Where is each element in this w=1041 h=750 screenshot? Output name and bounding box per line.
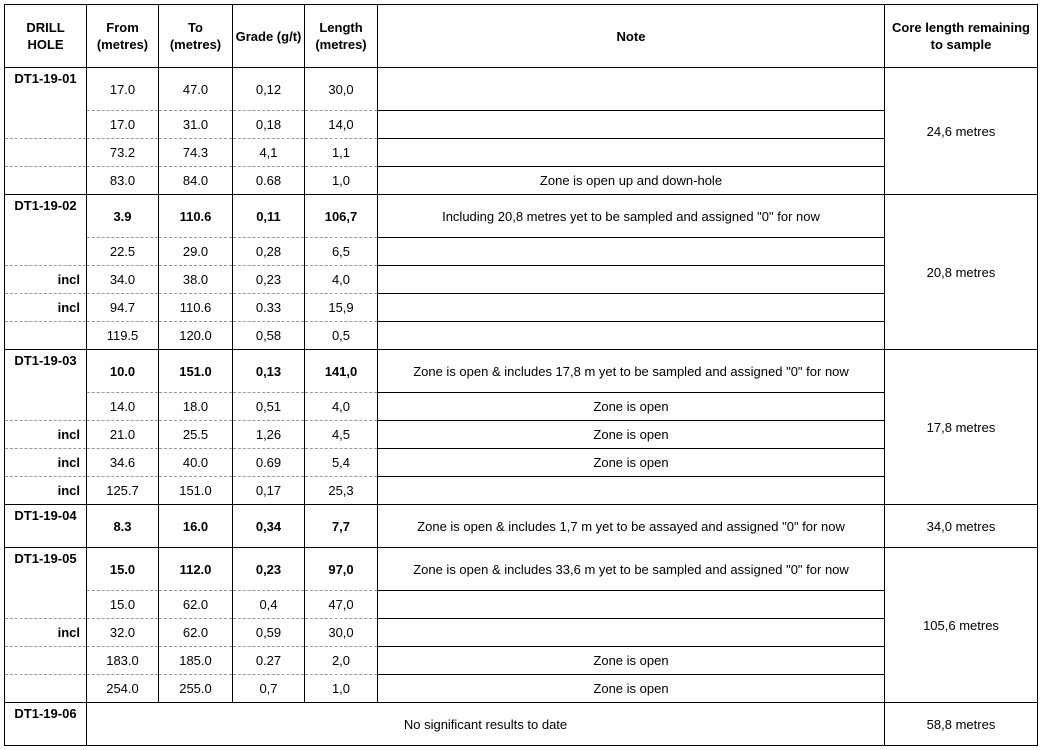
hole-id: DT1-19-04: [5, 505, 87, 548]
grade-cell: 0,23: [233, 548, 305, 591]
from-cell: 17.0: [87, 68, 159, 111]
length-cell: 1,0: [305, 167, 378, 195]
grade-cell: 0.68: [233, 167, 305, 195]
from-cell: 3.9: [87, 195, 159, 238]
grade-cell: 0,13: [233, 350, 305, 393]
incl-label: [5, 675, 87, 703]
core-length-cell: 17,8 metres: [885, 350, 1038, 505]
incl-label: incl: [5, 449, 87, 477]
incl-label: incl: [5, 421, 87, 449]
table-row: [5, 449, 1038, 477]
from-cell: 34.0: [87, 266, 159, 294]
length-cell: 15,9: [305, 294, 378, 322]
from-cell: 94.7: [87, 294, 159, 322]
core-length-cell: 24,6 metres: [885, 68, 1038, 195]
hole-id: DT1-19-05: [5, 548, 87, 619]
header-note: Note: [378, 5, 885, 68]
from-cell: 73.2: [87, 139, 159, 167]
length-cell: 97,0: [305, 548, 378, 591]
note-cell: [378, 294, 885, 322]
length-cell: 47,0: [305, 591, 378, 619]
note-cell: [378, 619, 885, 647]
table-row: [5, 266, 1038, 294]
table-row: [5, 167, 1038, 195]
from-cell: 15.0: [87, 591, 159, 619]
grade-cell: 0,12: [233, 68, 305, 111]
length-cell: 141,0: [305, 350, 378, 393]
hole-id: DT1-19-01: [5, 68, 87, 139]
length-cell: 4,0: [305, 393, 378, 421]
note-cell: [378, 238, 885, 266]
grade-cell: 0,4: [233, 591, 305, 619]
grade-cell: 0,17: [233, 477, 305, 505]
drill-results-table: [4, 4, 1038, 746]
table-row: [5, 195, 1038, 238]
note-cell: [378, 477, 885, 505]
to-cell: 38.0: [159, 266, 233, 294]
core-length-cell: 34,0 metres: [885, 505, 1038, 548]
note-cell: Zone is open: [378, 449, 885, 477]
grade-cell: 0,28: [233, 238, 305, 266]
table-row: [5, 139, 1038, 167]
header-core-length: Core length remaining to sample: [885, 5, 1038, 68]
from-cell: 119.5: [87, 322, 159, 350]
note-cell: [378, 111, 885, 139]
table-row: [5, 505, 1038, 548]
to-cell: 74.3: [159, 139, 233, 167]
header-to: To (metres): [159, 5, 233, 68]
from-cell: 254.0: [87, 675, 159, 703]
to-cell: 25.5: [159, 421, 233, 449]
incl-label: incl: [5, 266, 87, 294]
grade-cell: 0,23: [233, 266, 305, 294]
table-row: [5, 238, 1038, 266]
from-cell: 183.0: [87, 647, 159, 675]
length-cell: 30,0: [305, 619, 378, 647]
core-length-cell: 58,8 metres: [885, 703, 1038, 746]
grade-cell: 0.33: [233, 294, 305, 322]
length-cell: 4,0: [305, 266, 378, 294]
grade-cell: 0,59: [233, 619, 305, 647]
note-cell: Zone is open: [378, 647, 885, 675]
grade-cell: 0,58: [233, 322, 305, 350]
to-cell: 29.0: [159, 238, 233, 266]
table-row: [5, 675, 1038, 703]
core-length-cell: 105,6 metres: [885, 548, 1038, 703]
note-cell: Zone is open & includes 1,7 m yet to be assayed and assigned "0" for now: [378, 505, 885, 548]
to-cell: 110.6: [159, 195, 233, 238]
hole-id: DT1-19-02: [5, 195, 87, 266]
to-cell: 62.0: [159, 591, 233, 619]
hole-id: DT1-19-06: [5, 703, 87, 746]
length-cell: 5,4: [305, 449, 378, 477]
grade-cell: 0,7: [233, 675, 305, 703]
length-cell: 30,0: [305, 68, 378, 111]
to-cell: 47.0: [159, 68, 233, 111]
note-cell: Zone is open up and down-hole: [378, 167, 885, 195]
length-cell: 4,5: [305, 421, 378, 449]
incl-label: incl: [5, 619, 87, 647]
table-row: [5, 294, 1038, 322]
to-cell: 84.0: [159, 167, 233, 195]
grade-cell: 0,11: [233, 195, 305, 238]
table-row: [5, 548, 1038, 591]
to-cell: 16.0: [159, 505, 233, 548]
grade-cell: 4,1: [233, 139, 305, 167]
from-cell: 32.0: [87, 619, 159, 647]
length-cell: 1,1: [305, 139, 378, 167]
header-from: From (metres): [87, 5, 159, 68]
table-row: [5, 322, 1038, 350]
to-cell: 255.0: [159, 675, 233, 703]
table-row: [5, 68, 1038, 111]
from-cell: 10.0: [87, 350, 159, 393]
incl-label: [5, 139, 87, 167]
note-cell: [378, 591, 885, 619]
to-cell: 31.0: [159, 111, 233, 139]
to-cell: 120.0: [159, 322, 233, 350]
from-cell: 21.0: [87, 421, 159, 449]
from-cell: 34.6: [87, 449, 159, 477]
note-cell: Zone is open & includes 33,6 m yet to be sampled and assigned "0" for now: [378, 548, 885, 591]
table-row: [5, 393, 1038, 421]
note-cell: Zone is open: [378, 675, 885, 703]
from-cell: 83.0: [87, 167, 159, 195]
header-row: [5, 5, 1038, 68]
length-cell: 0,5: [305, 322, 378, 350]
to-cell: 18.0: [159, 393, 233, 421]
incl-label: incl: [5, 477, 87, 505]
note-cell: [378, 322, 885, 350]
hole-id: DT1-19-03: [5, 350, 87, 421]
header-length: Length (metres): [305, 5, 378, 68]
from-cell: 15.0: [87, 548, 159, 591]
length-cell: 1,0: [305, 675, 378, 703]
note-cell: Zone is open: [378, 393, 885, 421]
to-cell: 185.0: [159, 647, 233, 675]
table-row: [5, 350, 1038, 393]
from-cell: 22.5: [87, 238, 159, 266]
table-row: [5, 421, 1038, 449]
note-cell: [378, 68, 885, 111]
table-row: [5, 111, 1038, 139]
grade-cell: 0.27: [233, 647, 305, 675]
to-cell: 40.0: [159, 449, 233, 477]
table-row: [5, 619, 1038, 647]
to-cell: 112.0: [159, 548, 233, 591]
incl-label: [5, 167, 87, 195]
header-grade: Grade (g/t): [233, 5, 305, 68]
to-cell: 62.0: [159, 619, 233, 647]
length-cell: 14,0: [305, 111, 378, 139]
to-cell: 110.6: [159, 294, 233, 322]
grade-cell: 0.69: [233, 449, 305, 477]
from-cell: 17.0: [87, 111, 159, 139]
note-cell: [378, 139, 885, 167]
from-cell: 125.7: [87, 477, 159, 505]
note-cell: Including 20,8 metres yet to be sampled and assigned "0" for now: [378, 195, 885, 238]
from-cell: 8.3: [87, 505, 159, 548]
length-cell: 25,3: [305, 477, 378, 505]
note-cell: [378, 266, 885, 294]
grade-cell: 0,18: [233, 111, 305, 139]
table-row: [5, 477, 1038, 505]
to-cell: 151.0: [159, 477, 233, 505]
incl-label: [5, 647, 87, 675]
length-cell: 2,0: [305, 647, 378, 675]
grade-cell: 0,51: [233, 393, 305, 421]
header-drill-hole: DRILL HOLE: [5, 5, 87, 68]
length-cell: 106,7: [305, 195, 378, 238]
incl-label: incl: [5, 294, 87, 322]
length-cell: 7,7: [305, 505, 378, 548]
incl-label: [5, 322, 87, 350]
no-results-cell: No significant results to date: [87, 703, 885, 746]
grade-cell: 1,26: [233, 421, 305, 449]
table-row: [5, 591, 1038, 619]
note-cell: Zone is open & includes 17,8 m yet to be sampled and assigned "0" for now: [378, 350, 885, 393]
table-row: [5, 703, 1038, 746]
from-cell: 14.0: [87, 393, 159, 421]
to-cell: 151.0: [159, 350, 233, 393]
length-cell: 6,5: [305, 238, 378, 266]
note-cell: Zone is open: [378, 421, 885, 449]
grade-cell: 0,34: [233, 505, 305, 548]
table-row: [5, 647, 1038, 675]
core-length-cell: 20,8 metres: [885, 195, 1038, 350]
